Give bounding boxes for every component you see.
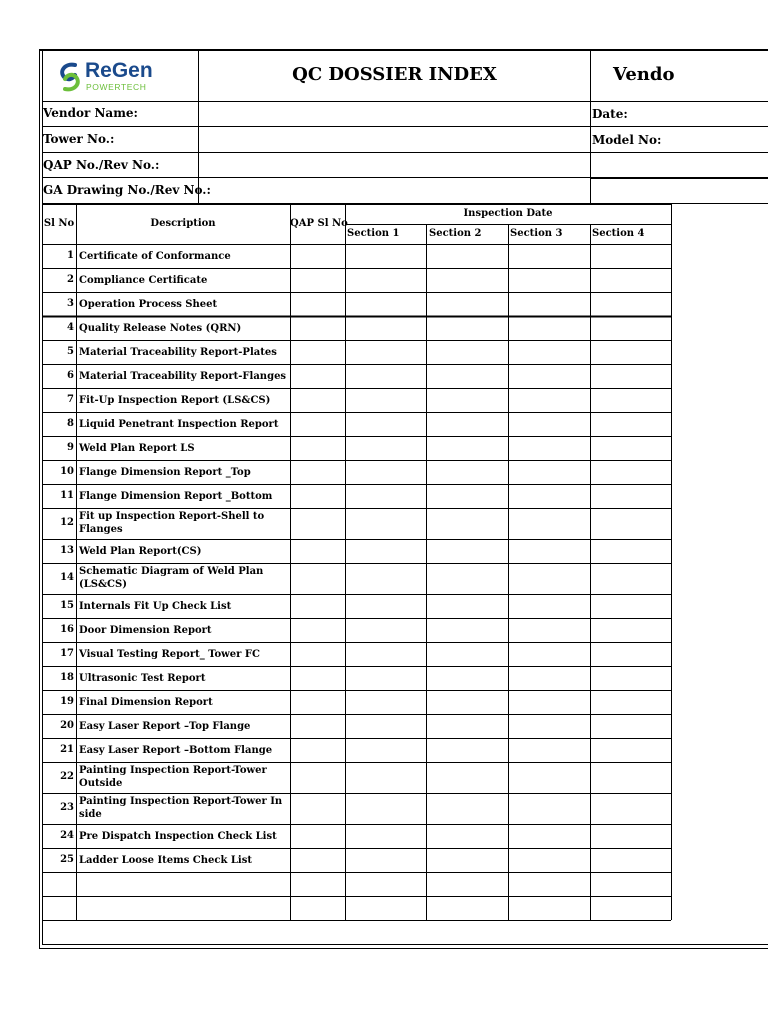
row-section-3-cell[interactable]	[509, 896, 590, 920]
row-qap-sl-no-cell[interactable]	[291, 316, 345, 340]
row-sl-no: 9	[67, 441, 74, 453]
row-section-4-cell[interactable]	[591, 824, 671, 848]
row-qap-sl-no-cell[interactable]	[291, 824, 345, 848]
row-section-1-cell[interactable]	[346, 690, 426, 714]
row-description: Easy Laser Report –Bottom Flange	[79, 744, 273, 756]
row-section-4-cell[interactable]	[591, 642, 671, 666]
row-section-2-cell[interactable]	[427, 412, 508, 436]
row-section-3-cell[interactable]	[509, 460, 590, 484]
row-section-3-cell[interactable]	[509, 618, 590, 642]
row-section-2-cell[interactable]	[427, 690, 508, 714]
row-sl-no: 6	[67, 369, 74, 381]
row-description: Internals Fit Up Check List	[79, 600, 232, 612]
row-description: Operation Process Sheet	[79, 298, 218, 310]
table-row	[42, 563, 671, 594]
info-v-line-right	[590, 51, 591, 204]
row-section-1-cell[interactable]	[346, 594, 426, 618]
header-section-4: Section 4	[592, 228, 645, 239]
row-section-1-cell[interactable]	[346, 460, 426, 484]
row-section-3-cell[interactable]	[509, 436, 590, 460]
row-sl-no: 15	[60, 599, 74, 611]
row-section-4-cell[interactable]	[591, 244, 671, 268]
row-section-1-cell[interactable]	[346, 244, 426, 268]
row-description: Material Traceability Report-Flanges	[79, 370, 287, 382]
document-title: QC DOSSIER INDEX	[292, 64, 497, 85]
row-qap-sl-no-cell[interactable]	[291, 618, 345, 642]
row-section-4-cell[interactable]	[591, 364, 671, 388]
row-qap-sl-no-cell[interactable]	[291, 364, 345, 388]
row-section-3-cell[interactable]	[509, 316, 590, 340]
row-section-3-cell[interactable]	[509, 388, 590, 412]
row-qap-sl-no-cell[interactable]	[291, 539, 345, 563]
row-section-1-cell[interactable]	[346, 618, 426, 642]
row-section-2-cell[interactable]	[427, 268, 508, 292]
row-section-1-cell[interactable]	[346, 666, 426, 690]
logo-subtitle: POWERTECH	[86, 82, 147, 92]
row-section-1-cell[interactable]	[346, 316, 426, 340]
row-section-4-cell[interactable]	[591, 793, 671, 824]
table-row	[42, 268, 671, 292]
row-description: Material Traceability Report-Plates	[79, 346, 277, 358]
row-section-1-cell[interactable]	[346, 848, 426, 872]
table-row	[42, 738, 671, 762]
row-description: Weld Plan Report LS	[79, 442, 195, 454]
row-sl-no: 7	[67, 393, 74, 405]
header-description: Description	[150, 218, 216, 229]
row-sl-no: 22	[60, 771, 74, 782]
row-section-3-cell[interactable]	[509, 762, 590, 793]
row-qap-sl-no-cell[interactable]	[291, 872, 345, 896]
row-section-4-cell[interactable]	[591, 690, 671, 714]
row-qap-sl-no-cell[interactable]	[291, 508, 345, 539]
row-qap-sl-no-cell[interactable]	[291, 793, 345, 824]
row-sl-no: 14	[60, 572, 74, 583]
row-section-2-cell[interactable]	[427, 244, 508, 268]
row-sl-no: 18	[60, 671, 74, 683]
row-section-1-cell[interactable]	[346, 896, 426, 920]
row-section-1-cell[interactable]	[346, 738, 426, 762]
row-section-1-cell[interactable]	[346, 292, 426, 316]
row-section-1-cell[interactable]	[346, 268, 426, 292]
row-section-3-cell[interactable]	[509, 714, 590, 738]
row-sl-no: 23	[60, 802, 74, 813]
row-section-1-cell[interactable]	[346, 508, 426, 539]
qap-no-label: QAP No./Rev No.:	[43, 158, 160, 172]
row-qap-sl-no-cell[interactable]	[291, 642, 345, 666]
row-section-4-cell[interactable]	[591, 412, 671, 436]
vendor-name-field[interactable]	[199, 102, 590, 126]
info-h-line-2b	[591, 152, 768, 153]
row-section-2-cell[interactable]	[427, 460, 508, 484]
header-inspection-date: Inspection Date	[463, 208, 553, 219]
row-section-4-cell[interactable]	[591, 618, 671, 642]
row-qap-sl-no-cell[interactable]	[291, 436, 345, 460]
row-section-3-cell[interactable]	[509, 666, 590, 690]
row-qap-sl-no-cell[interactable]	[291, 292, 345, 316]
table-row	[42, 484, 671, 508]
row-sl-no: 25	[60, 853, 74, 865]
model-no-label: Model No:	[592, 133, 662, 147]
row-section-4-cell[interactable]	[591, 340, 671, 364]
row-sl-no: 17	[60, 647, 74, 659]
row-sl-no: 11	[60, 489, 74, 501]
row-qap-sl-no-cell[interactable]	[291, 244, 345, 268]
row-section-3-cell[interactable]	[509, 244, 590, 268]
regen-logo	[55, 61, 185, 93]
row-section-2-cell[interactable]	[427, 793, 508, 824]
row-section-4-cell[interactable]	[591, 896, 671, 920]
row-section-4-cell[interactable]	[591, 316, 671, 340]
row-section-4-cell[interactable]	[591, 508, 671, 539]
row-sl-no: 21	[60, 743, 74, 755]
row-section-2-cell[interactable]	[427, 436, 508, 460]
row-section-3-cell[interactable]	[509, 824, 590, 848]
header-section-1: Section 1	[347, 228, 400, 239]
row-description: Schematic Diagram of Weld Plan (LS&CS)	[79, 566, 264, 590]
qc-dossier-sheet	[39, 49, 768, 949]
row-section-3-cell[interactable]	[509, 642, 590, 666]
row-section-3-cell[interactable]	[509, 738, 590, 762]
row-section-3-cell[interactable]	[509, 848, 590, 872]
row-sl-no: 16	[60, 623, 74, 635]
row-section-4-cell[interactable]	[591, 563, 671, 594]
row-section-2-cell[interactable]	[427, 539, 508, 563]
row-sl-no: 13	[60, 544, 74, 556]
row-qap-sl-no-cell[interactable]	[291, 848, 345, 872]
row-qap-sl-no-cell[interactable]	[291, 714, 345, 738]
info-h-line-3b	[591, 177, 768, 179]
tower-no-field[interactable]	[199, 127, 590, 152]
row-section-2-cell[interactable]	[427, 340, 508, 364]
row-description: Pre Dispatch Inspection Check List	[79, 830, 277, 842]
row-sl-no: 24	[60, 829, 74, 841]
row-section-3-cell[interactable]	[509, 690, 590, 714]
row-section-2-cell[interactable]	[427, 316, 508, 340]
row-section-4-cell[interactable]	[591, 292, 671, 316]
row-section-4-cell[interactable]	[591, 848, 671, 872]
table-row	[42, 872, 671, 896]
row-description: Painting Inspection Report-Tower In side	[79, 796, 283, 820]
row-section-3-cell[interactable]	[509, 872, 590, 896]
row-section-3-cell[interactable]	[509, 508, 590, 539]
row-qap-sl-no-cell[interactable]	[291, 594, 345, 618]
row-section-4-cell[interactable]	[591, 666, 671, 690]
row-section-1-cell[interactable]	[346, 484, 426, 508]
row-description: Quality Release Notes (QRN)	[79, 322, 242, 334]
row-qap-sl-no-cell[interactable]	[291, 666, 345, 690]
row-section-4-cell[interactable]	[591, 484, 671, 508]
row-section-3-cell[interactable]	[509, 364, 590, 388]
row-qap-sl-no-cell[interactable]	[291, 340, 345, 364]
row-section-3-cell[interactable]	[509, 539, 590, 563]
row-section-2-cell[interactable]	[427, 563, 508, 594]
row-qap-sl-no-cell[interactable]	[291, 412, 345, 436]
row-section-2-cell[interactable]	[427, 484, 508, 508]
row-qap-sl-no-cell[interactable]	[291, 762, 345, 793]
table-row	[42, 316, 671, 340]
regen-logo-icon	[55, 61, 85, 93]
table-row	[42, 340, 671, 364]
row-description: Certificate of Conformance	[79, 250, 231, 262]
table-row	[42, 666, 671, 690]
row-sl-no: 3	[67, 297, 74, 309]
row-sl-no: 5	[67, 345, 74, 357]
table-row	[42, 594, 671, 618]
row-sl-no: 4	[67, 321, 74, 333]
header-sl-no: Sl No	[43, 218, 75, 229]
row-description: Fit-Up Inspection Report (LS&CS)	[79, 394, 271, 406]
row-description: Compliance Certificate	[79, 274, 208, 286]
row-description: Visual Testing Report_ Tower FC	[79, 648, 260, 660]
row-sl-no: 19	[60, 695, 74, 707]
row-section-3-cell[interactable]	[509, 793, 590, 824]
table-row	[42, 690, 671, 714]
row-section-1-cell[interactable]	[346, 436, 426, 460]
ga-drawing-field[interactable]	[199, 178, 590, 203]
row-description: Flange Dimension Report _Bottom	[79, 490, 273, 502]
row-section-1-cell[interactable]	[346, 340, 426, 364]
row-section-1-cell[interactable]	[346, 388, 426, 412]
row-section-2-cell[interactable]	[427, 896, 508, 920]
row-section-4-cell[interactable]	[591, 762, 671, 793]
vendor-name-label: Vendor Name:	[43, 106, 138, 120]
row-section-3-cell[interactable]	[509, 563, 590, 594]
row-section-4-cell[interactable]	[591, 436, 671, 460]
header-section-3: Section 3	[510, 228, 563, 239]
model-no-field[interactable]	[669, 127, 768, 152]
table-row	[42, 824, 671, 848]
row-section-4-cell[interactable]	[591, 872, 671, 896]
table-row	[42, 539, 671, 563]
row-qap-sl-no-cell[interactable]	[291, 896, 345, 920]
table-row	[42, 412, 671, 436]
row-section-4-cell[interactable]	[591, 268, 671, 292]
row-description: Weld Plan Report(CS)	[79, 545, 202, 557]
row-description: Door Dimension Report	[79, 624, 212, 636]
row-qap-sl-no-cell[interactable]	[291, 388, 345, 412]
row-section-3-cell[interactable]	[509, 594, 590, 618]
row-qap-sl-no-cell[interactable]	[291, 484, 345, 508]
row-section-2-cell[interactable]	[427, 364, 508, 388]
row-sl-no: 20	[60, 719, 74, 731]
row-section-1-cell[interactable]	[346, 563, 426, 594]
row-section-1-cell[interactable]	[346, 364, 426, 388]
row-section-3-cell[interactable]	[509, 484, 590, 508]
table-row	[42, 793, 671, 824]
row-section-2-cell[interactable]	[427, 618, 508, 642]
table-row	[42, 618, 671, 642]
row-sl-no: 8	[67, 417, 74, 429]
row-section-2-cell[interactable]	[427, 594, 508, 618]
row-section-3-cell[interactable]	[509, 292, 590, 316]
logo-name: ReGen	[85, 59, 153, 82]
row-section-3-cell[interactable]	[509, 412, 590, 436]
row-section-2-cell[interactable]	[427, 824, 508, 848]
row-section-3-cell[interactable]	[509, 340, 590, 364]
row-section-2-cell[interactable]	[427, 666, 508, 690]
row-section-2-cell[interactable]	[427, 642, 508, 666]
row-description: Final Dimension Report	[79, 696, 213, 708]
row-section-4-cell[interactable]	[591, 460, 671, 484]
document-title-right: Vendo	[613, 64, 675, 85]
row-section-2-cell[interactable]	[427, 388, 508, 412]
row-description: Ultrasonic Test Report	[79, 672, 206, 684]
row-section-4-cell[interactable]	[591, 714, 671, 738]
row-description: Painting Inspection Report-Tower Outside	[79, 765, 267, 789]
row-qap-sl-no-cell[interactable]	[291, 268, 345, 292]
row-section-1-cell[interactable]	[346, 539, 426, 563]
row-section-1-cell[interactable]	[346, 872, 426, 896]
row-section-2-cell[interactable]	[427, 508, 508, 539]
table-row	[42, 714, 671, 738]
row-qap-sl-no-cell[interactable]	[291, 460, 345, 484]
row-section-3-cell[interactable]	[509, 268, 590, 292]
row-qap-sl-no-cell[interactable]	[291, 563, 345, 594]
table-row	[42, 436, 671, 460]
table-row	[42, 364, 671, 388]
ga-drawing-label: GA Drawing No./Rev No.:	[43, 183, 211, 197]
row-sl-no: 12	[60, 517, 74, 528]
table-row	[42, 508, 671, 539]
row-section-2-cell[interactable]	[427, 762, 508, 793]
row-sl-no: 1	[67, 249, 74, 261]
row-section-1-cell[interactable]	[346, 824, 426, 848]
row-section-4-cell[interactable]	[591, 539, 671, 563]
table-row	[42, 460, 671, 484]
row-description: Easy Laser Report –Top Flange	[79, 720, 251, 732]
date-label: Date:	[592, 107, 628, 121]
row-section-4-cell[interactable]	[591, 388, 671, 412]
row-section-1-cell[interactable]	[346, 642, 426, 666]
row-qap-sl-no-cell[interactable]	[291, 690, 345, 714]
header-qap-sl-no: QAP Sl No	[290, 218, 348, 229]
row-qap-sl-no-cell[interactable]	[291, 738, 345, 762]
table-row	[42, 292, 671, 316]
row-section-2-cell[interactable]	[427, 848, 508, 872]
row-section-1-cell[interactable]	[346, 714, 426, 738]
row-description: Fit up Inspection Report-Shell to Flanges	[79, 511, 265, 535]
row-section-2-cell[interactable]	[427, 738, 508, 762]
row-sl-no: 10	[60, 465, 74, 477]
qap-no-field[interactable]	[199, 153, 590, 177]
row-section-4-cell[interactable]	[591, 594, 671, 618]
row-section-2-cell[interactable]	[427, 714, 508, 738]
table-row	[42, 762, 671, 793]
date-field[interactable]	[639, 102, 768, 126]
table-row	[42, 848, 671, 872]
table-row	[42, 896, 671, 920]
row-section-1-cell[interactable]	[346, 762, 426, 793]
row-sl-no: 2	[67, 273, 74, 285]
row-description: Liquid Penetrant Inspection Report	[79, 418, 279, 430]
dossier-table	[42, 204, 671, 924]
row-section-1-cell[interactable]	[346, 412, 426, 436]
tower-no-label: Tower No.:	[43, 132, 115, 146]
table-row	[42, 642, 671, 666]
row-section-2-cell[interactable]	[427, 292, 508, 316]
header-section-2: Section 2	[429, 228, 482, 239]
row-description: Flange Dimension Report _Top	[79, 466, 251, 478]
table-row	[42, 388, 671, 412]
table-row	[42, 244, 671, 268]
row-section-1-cell[interactable]	[346, 793, 426, 824]
row-section-4-cell[interactable]	[591, 738, 671, 762]
row-section-2-cell[interactable]	[427, 872, 508, 896]
row-description: Ladder Loose Items Check List	[79, 854, 252, 866]
